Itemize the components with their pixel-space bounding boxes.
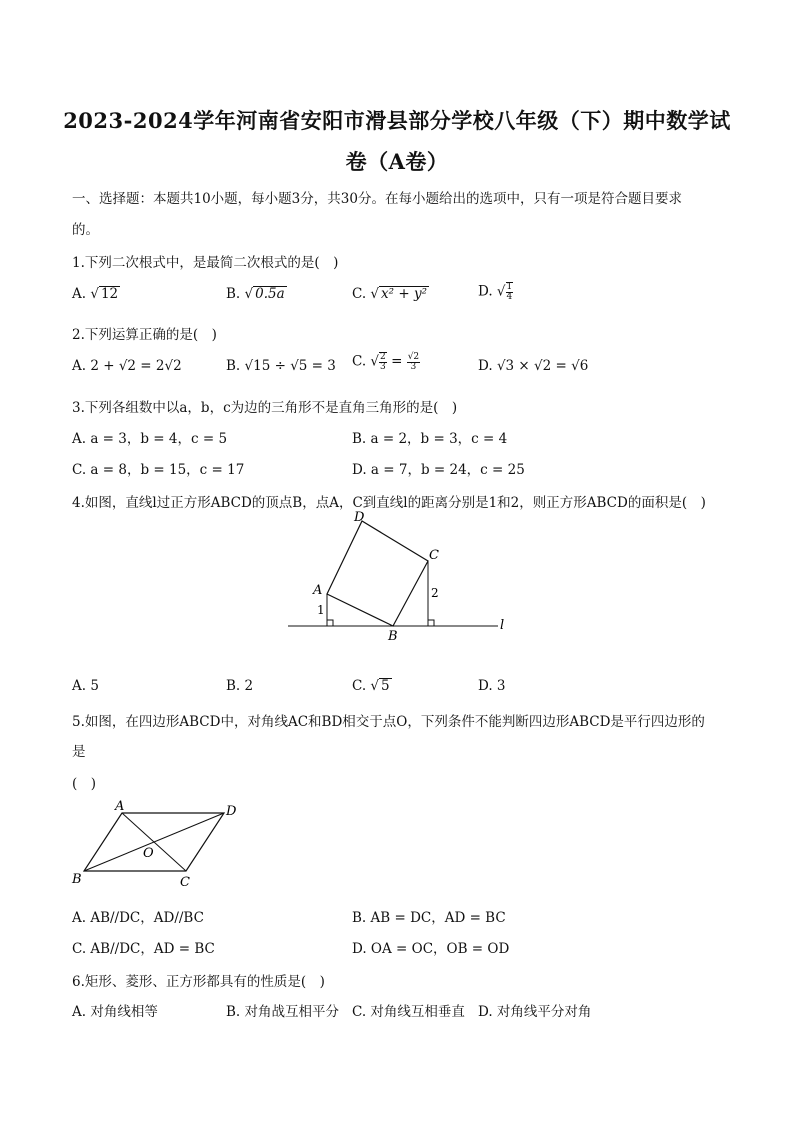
q6-option-b: B. 对角战互相平分	[226, 1004, 340, 1020]
paper-title-line2: 卷（A卷）	[345, 149, 449, 174]
q6-option-a: A. 对角线相等	[72, 1004, 158, 1020]
q5-label-c: C	[180, 875, 190, 890]
q5-stem-line1: 5.如图，在四边形ABCD中，对角线AC和BD相交于点O，下列条件不能判断四边形ABCD是平行四边形的	[72, 714, 705, 730]
q1-b-radicand: 0.5a	[255, 286, 285, 302]
q6-option-d: D. 对角线平分对角	[478, 1004, 592, 1020]
q3-option-a: A. a = 3，b = 4，c = 5	[72, 431, 228, 447]
q1-option-c: C. √ x² + y²	[352, 286, 428, 302]
q1-a-radicand: 12	[100, 286, 119, 302]
q6-stem: 6.矩形、菱形、正方形都具有的性质是( )	[72, 974, 325, 990]
q4-label-dist2: 2	[431, 586, 439, 600]
q4-option-a: A. 5	[72, 678, 99, 694]
q2-option-c: C. √ $\frac{2}{3}$ = $\frac{√2}{3}$	[352, 351, 420, 372]
q4-label-c: C	[429, 548, 439, 563]
q4-label-dist1: 1	[317, 603, 325, 617]
q3-stem: 3.下列各组数中以a，b，c为边的三角形不是直角三角形的是( )	[72, 400, 458, 416]
q2-option-a: A. 2 + √2 = 2√2	[72, 358, 182, 374]
q4-label-l: l	[500, 618, 505, 633]
q4-option-d: D. 3	[478, 678, 506, 694]
q5-stem-line3: ( )	[72, 776, 97, 792]
q5-quadrilateral-figure	[62, 795, 252, 895]
q5-label-o: O	[143, 846, 154, 861]
section-intro-line2: 的。	[72, 222, 99, 238]
q4-c-radicand: 5	[381, 678, 390, 694]
section-intro-line1: 一、选择题：本题共10小题，每小题3分，共30分。在每小题给出的选项中，只有一项是符合题目要求	[72, 191, 682, 207]
q3-option-d: D. a = 7，b = 24，c = 25	[352, 462, 525, 478]
q2-option-d: D. √3 × √2 = √6	[478, 358, 589, 374]
q2-option-b: B. √15 ÷ √5 = 3	[226, 358, 336, 374]
q2-stem: 2.下列运算正确的是( )	[72, 327, 217, 343]
q3-option-c: C. a = 8，b = 15，c = 17	[72, 462, 245, 478]
q6-option-c: C. 对角线互相垂直	[352, 1004, 465, 1020]
q4-square-figure	[280, 505, 520, 645]
q5-label-a: A	[115, 799, 125, 814]
q5-stem-line2: 是	[72, 744, 86, 760]
q4-option-b: B. 2	[226, 678, 254, 694]
q5-option-d: D. OA = OC，OB = OD	[352, 941, 510, 957]
q4-option-c: C. √ 5	[352, 678, 390, 694]
q4-label-b: B	[388, 629, 398, 644]
q5-option-a: A. AB//DC，AD//BC	[72, 910, 204, 926]
q1-stem: 1.下列二次根式中，是最简二次根式的是( )	[72, 255, 339, 271]
q1-option-d: D. √ $\frac{1}{4}$	[478, 282, 513, 302]
q5-label-b: B	[72, 872, 82, 887]
q4-stem: 4.如图，直线l过正方形ABCD的顶点B，点A，C到直线l的距离分别是1和2，则正方形ABCD的面积是( )	[72, 495, 706, 511]
q1-c-radicand: x² + y²	[381, 286, 428, 302]
q5-label-d: D	[226, 804, 237, 819]
q1-option-a: A. √ 12	[72, 286, 119, 302]
q1-option-b: B. √ 0.5a	[226, 286, 285, 302]
q5-option-c: C. AB//DC，AD = BC	[72, 941, 215, 957]
q5-option-b: B. AB = DC，AD = BC	[352, 910, 506, 926]
paper-title-line1: 2023-2024学年河南省安阳市滑县部分学校八年级（下）期中数学试	[63, 108, 731, 133]
q3-option-b: B. a = 2，b = 3，c = 4	[352, 431, 508, 447]
q4-label-a: A	[313, 583, 323, 598]
q4-label-d: D	[354, 510, 365, 525]
